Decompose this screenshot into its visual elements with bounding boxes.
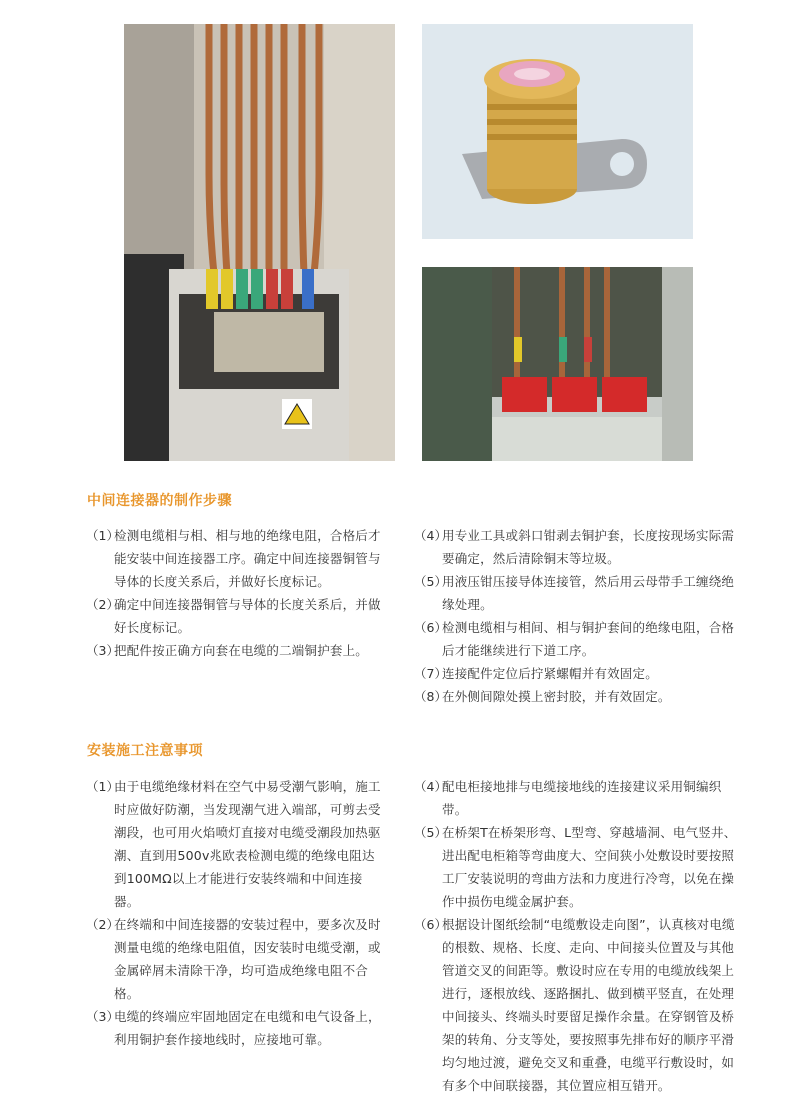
item-text: 检测电缆相与相间、相与铜护套间的绝缘电阻，合格后才能继续进行下道工序。 [442, 620, 735, 658]
item-text: 在桥架T在桥架形弯、L型弯、穿越墙洞、电气竖井、进出配电柜箱等弯曲度大、空间狭小处敷设时要按照工厂安装说明的弯曲方法和力度进行冷弯，以免在操作中损伤电缆金属护套。 [442, 825, 737, 909]
item-number: （4） [414, 779, 447, 794]
list-item [86, 524, 386, 593]
item-text: 把配件按正确方向套在电缆的二端铜护套上。 [114, 643, 369, 658]
production-steps-left-list [86, 524, 386, 662]
cable-termination-cabinet-photo [124, 24, 395, 461]
item-number: （5） [414, 825, 447, 840]
production-steps-right-list [414, 524, 744, 708]
item-text: 电缆的终端应牢固地固定在电缆和电气设备上，利用铜护套作接地线时，应接地可靠。 [114, 1009, 381, 1047]
list-item [414, 662, 744, 685]
item-number: （3） [86, 1009, 119, 1024]
item-number: （1） [86, 779, 119, 794]
item-text: 由于电缆绝缘材料在空气中易受潮气影响，施工时应做好防潮，当发现潮气进入端部，可剪去受潮段，也可用火焰喷灯直接对电缆受潮段加热驱潮、直到用500v兆欧表检测电缆的绝缘电阻达到100MΩ以上才能进行安装终端和中间连接器。 [114, 779, 381, 909]
section-title-installation-notes: 安装施工注意事项 [87, 743, 203, 759]
section-title-production-steps: 中间连接器的制作步骤 [87, 493, 232, 509]
item-number: （6） [414, 620, 447, 635]
item-text: 用专业工具或斜口钳剥去铜护套，长度按现场实际需要确定，然后清除铜末等垃圾。 [442, 528, 735, 566]
item-number: （6） [414, 917, 447, 932]
brass-cable-gland-photo [422, 24, 693, 239]
item-number: （5） [414, 574, 447, 589]
list-item [414, 524, 744, 570]
list-item [86, 775, 386, 913]
item-text: 配电柜接地排与电缆接地线的连接建议采用铜编织带。 [442, 779, 722, 817]
item-number: （3） [86, 643, 119, 658]
item-number: （2） [86, 597, 119, 612]
item-number: （8） [414, 689, 447, 704]
list-item [414, 570, 744, 616]
list-item [86, 1005, 386, 1051]
item-text: 用液压钳压接导体连接管，然后用云母带手工缠绕绝缘处理。 [442, 574, 735, 612]
item-number: （1） [86, 528, 119, 543]
list-item [414, 775, 744, 821]
item-text: 根据设计图纸绘制“电缆敷设走向图”，认真核对电缆的根数、规格、长度、走向、中间接头位置及与其他管道交叉的间距等。敷设时应在专用的电缆放线架上进行，逐根放线、逐路捆扎、做到横平竖直，在处理中间接头、终端头时要留足操作余量。在穿钢管及桥架的转角、分支等处，要按照事先排布好的顺序平滑均匀地过渡，避免交叉和重叠，电缆平行敷设时，如有多个中间联接器，其位置应相互错开。 [442, 917, 735, 1093]
list-item [86, 639, 386, 662]
switchgear-cable-connection-photo [422, 267, 693, 461]
installation-notes-left-list [86, 775, 386, 1051]
item-text: 连接配件定位后拧紧螺帽并有效固定。 [442, 666, 658, 681]
list-item [86, 593, 386, 639]
item-number: （4） [414, 528, 447, 543]
list-item [86, 913, 386, 1005]
item-text: 在终端和中间连接器的安装过程中，要多次及时测量电缆的绝缘电阻值，因安装时电缆受潮，或金属碎屑未清除干净，均可造成绝缘电阻不合格。 [114, 917, 381, 1001]
item-number: （7） [414, 666, 447, 681]
list-item [414, 913, 744, 1097]
list-item [414, 616, 744, 662]
item-text: 检测电缆相与相、相与地的绝缘电阻，合格后才能安装中间连接器工序。确定中间连接器铜管与导体的长度关系后，并做好长度标记。 [114, 528, 381, 589]
list-item [414, 821, 744, 913]
item-text: 在外侧间隙处摸上密封胶，并有效固定。 [442, 689, 671, 704]
installation-notes-right-list [414, 775, 744, 1097]
item-number: （2） [86, 917, 119, 932]
list-item [414, 685, 744, 708]
item-text: 确定中间连接器铜管与导体的长度关系后，并做好长度标记。 [114, 597, 381, 635]
